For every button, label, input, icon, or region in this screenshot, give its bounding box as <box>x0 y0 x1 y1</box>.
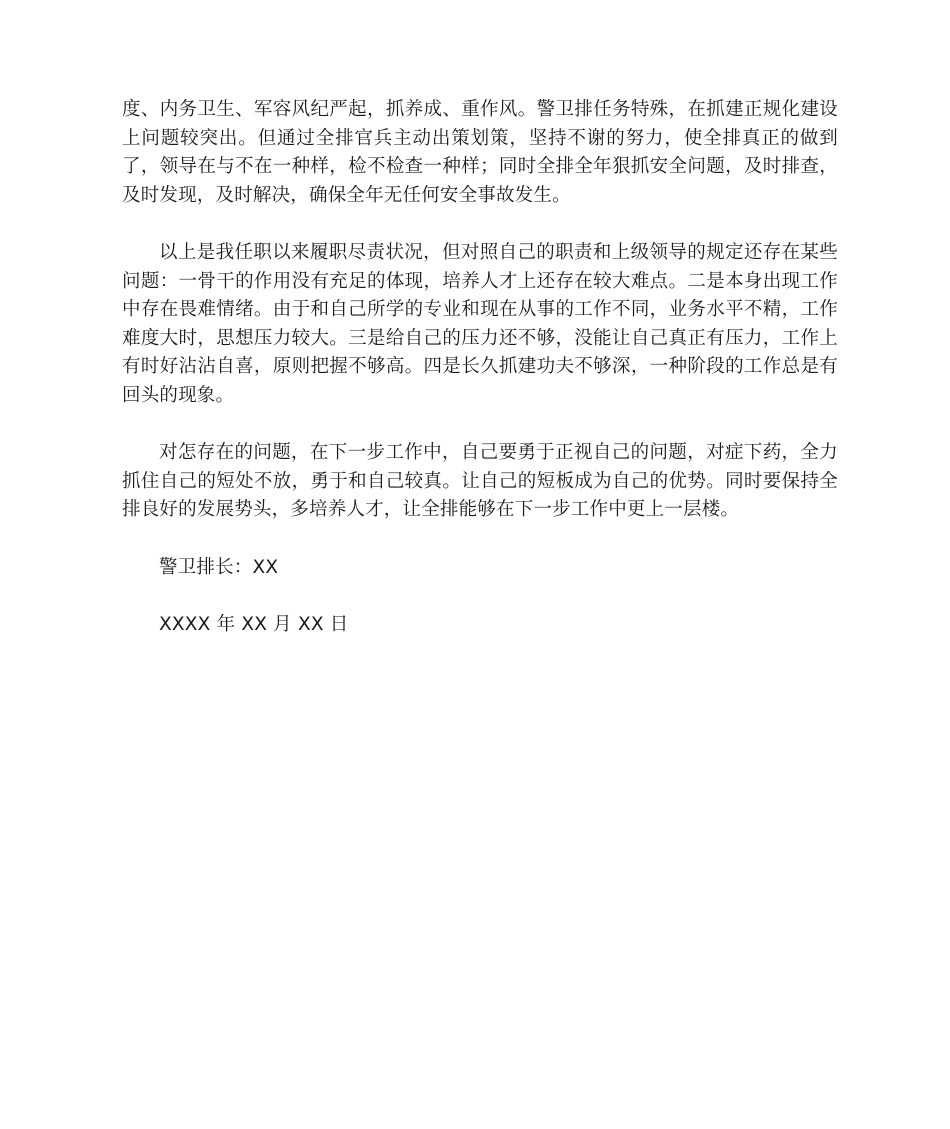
paragraph-3: 对怎存在的问题，在下一步工作中，自己要勇于正视自己的问题，对症下药，全力抓住自己的短处不放，勇于和自己较真。让自己的短板成为自己的优势。同时要保持全排良好的发展势头，多培养人才，让全排能够在下一步工作中更上一层楼。 <box>122 442 838 520</box>
document-body <box>122 96 838 669</box>
date-line: XXXX 年 XX 月 XX 日 <box>159 614 349 635</box>
paragraph-2: 以上是我任职以来履职尽责状况，但对照自己的职责和上级领导的规定还存在某些问题：一骨干的作用没有充足的体现，培养人才上还存在较大难点。二是本身出现工作中存在畏难情绪。由于和自己所学的专业和现在从事的工作不同，业务水平不精，工作难度大时，思想压力较大。三是给自己的压力还不够，没能让自己真正有压力，工作上有时好沾沾自喜，原则把握不够高。四是长久抓建功夫不够深，一种阶段的工作总是有回头的现象。 <box>122 242 838 406</box>
signature-line: 警卫排长：XX <box>159 556 279 578</box>
paragraph-1: 度、内务卫生、军容风纪严起，抓养成、重作风。警卫排任务特殊，在抓建正规化建设上问题较突出。但通过全排官兵主动出策划策，坚持不谢的努力，使全排真正的做到了，领导在与不在一种样，检不检查一种样；同时全排全年狠抓安全问题，及时排查，及时发现，及时解决，确保全年无任何安全事故发生。 <box>122 99 838 206</box>
